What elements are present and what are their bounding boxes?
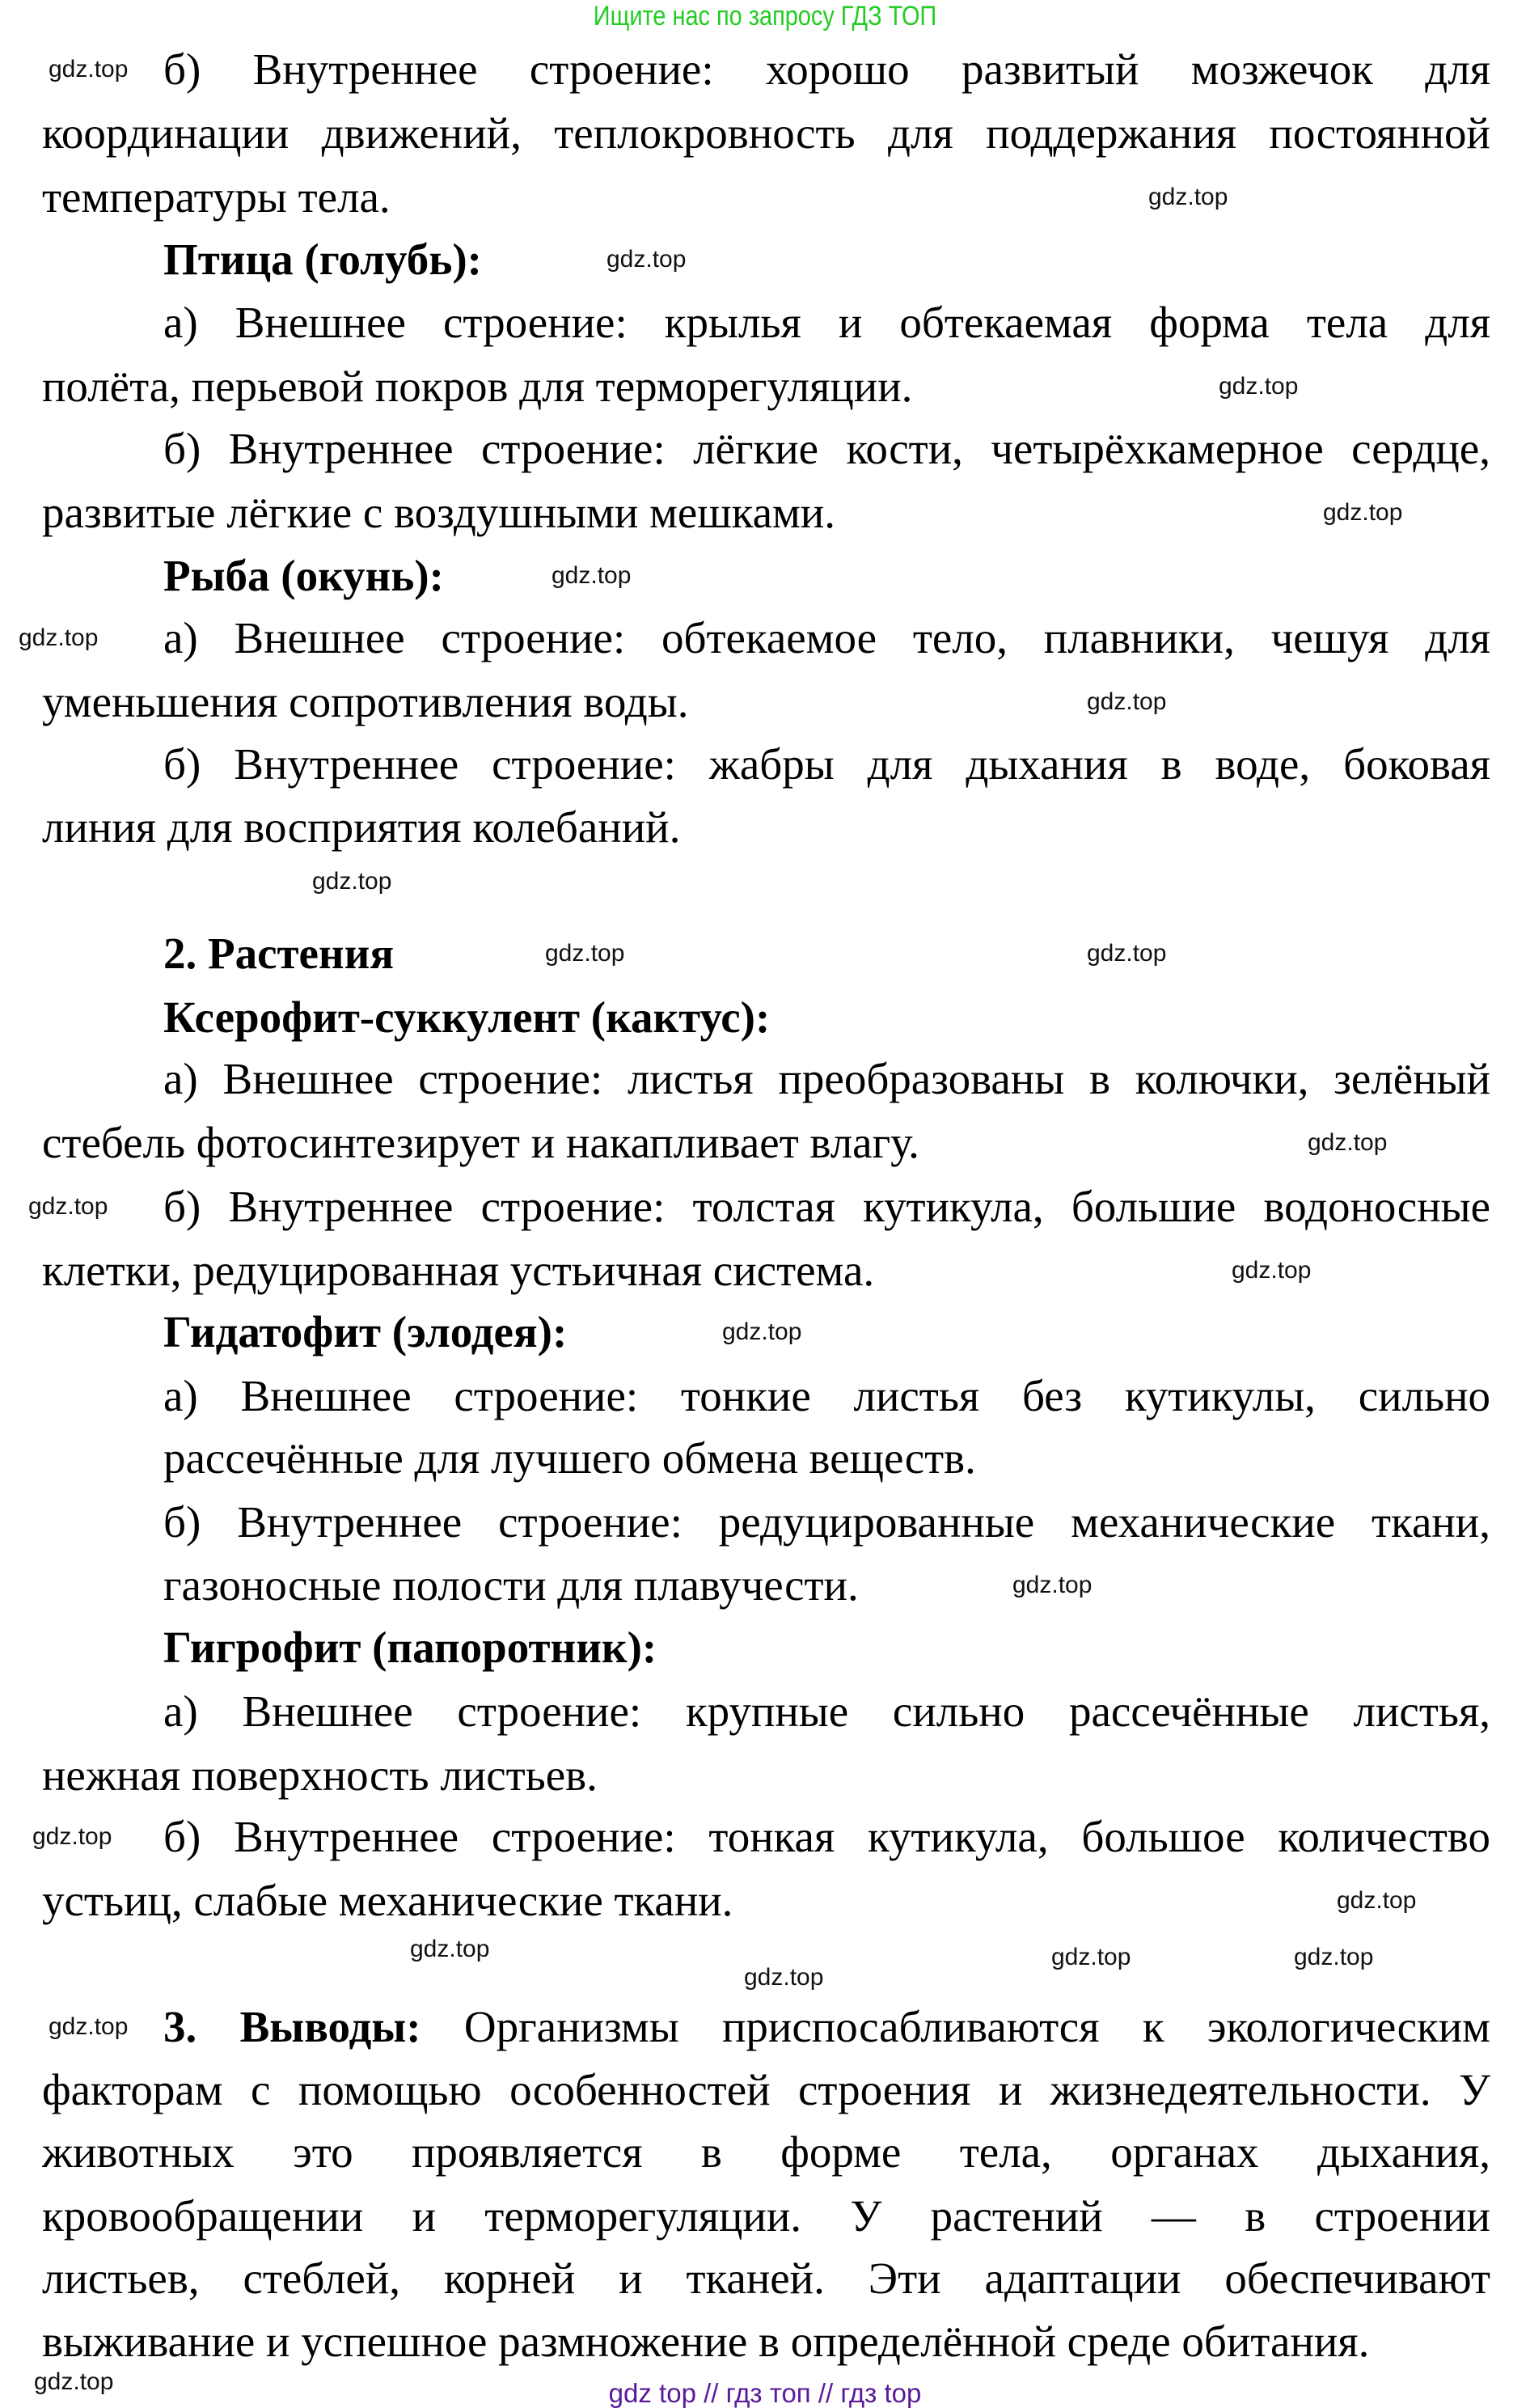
watermark: gdz.top	[49, 56, 129, 83]
line-text: Организмы приспосабливаются к экологическим	[421, 2002, 1490, 2051]
watermark: gdz.top	[410, 1936, 490, 1962]
watermark: gdz.top	[722, 1318, 802, 1345]
text-line	[42, 1246, 874, 1295]
watermark: gdz.top	[1087, 688, 1167, 715]
line-text: координации движений, теплокровность для поддержания постоянной	[42, 109, 1490, 159]
footer-links[interactable]: gdz top // гдз топ // гдз top	[608, 2378, 922, 2408]
watermark: gdz.top	[1219, 373, 1299, 400]
line-text: б) Внутреннее строение: тонкая кутикула, большое количество	[163, 1813, 1490, 1862]
line-text: полёта, перьевой покров для терморегуляции.	[42, 362, 913, 412]
line-text: кровообращении и терморегуляции. У растений — в строении	[42, 2191, 1490, 2241]
line-text: факторам с помощью особенностей строения и жизнедеятельности. У	[42, 2066, 1490, 2115]
text-line	[163, 2003, 1490, 2051]
line-text: устьиц, слабые механические ткани.	[42, 1876, 733, 1926]
watermark: gdz.top	[32, 1823, 112, 1850]
line-text: а) Внешнее строение: обтекаемое тело, плавники, чешуя для	[163, 614, 1490, 663]
text-line	[163, 1687, 1490, 1736]
text-line	[42, 803, 680, 852]
text-line	[163, 1813, 1490, 1861]
line-text: б) Внутреннее строение: жабры для дыхания в воде, боковая	[163, 739, 1490, 789]
line-text: а) Внешнее строение: листья преобразованы в колючки, зелёный	[163, 1055, 1490, 1104]
line-text: нежная поверхность листьев.	[42, 1750, 598, 1800]
text-line	[42, 1119, 919, 1167]
watermark: gdz.top	[49, 2013, 129, 2040]
line-text: а) Внешнее строение: крылья и обтекаемая форма тела для	[163, 298, 1490, 348]
text-line	[42, 489, 835, 537]
watermark: gdz.top	[552, 562, 632, 589]
bold-label: Гигрофит (папоротник):	[163, 1623, 657, 1673]
text-line	[163, 45, 1490, 94]
watermark: gdz.top	[607, 246, 687, 273]
section-heading	[163, 552, 444, 600]
watermark: gdz.top	[1337, 1887, 1417, 1914]
text-line	[42, 362, 912, 411]
line-text: б) Внутреннее строение: толстая кутикула, большие водоносные	[163, 1182, 1490, 1231]
section-heading	[163, 1623, 657, 1672]
text-line	[163, 614, 1490, 662]
watermark: gdz.top	[1294, 1944, 1374, 1970]
watermark: gdz.top	[312, 868, 392, 895]
text-line	[163, 1372, 1490, 1420]
bold-label: Ксерофит-суккулент (кактус):	[163, 992, 771, 1042]
watermark: gdz.top	[1308, 1129, 1388, 1156]
watermark: gdz.top	[1323, 499, 1403, 526]
text-line	[163, 1183, 1490, 1231]
watermark: gdz.top	[1087, 940, 1167, 967]
text-line	[42, 1751, 598, 1800]
text-line	[163, 298, 1490, 347]
bold-label: Гидатофит (элодея):	[163, 1307, 568, 1357]
line-text: б) Внутреннее строение: лёгкие кости, четырёхкамерное сердце,	[163, 424, 1490, 473]
line-text: стебель фотосинтезирует и накапливает влагу.	[42, 1118, 919, 1168]
text-line	[163, 1561, 859, 1610]
text-line	[42, 2254, 1490, 2303]
line-text: листьев, стеблей, корней и тканей. Эти адаптации обеспечивают	[42, 2254, 1490, 2303]
watermark: gdz.top	[744, 1964, 824, 1991]
watermark: gdz.top	[1148, 184, 1228, 210]
line-text: животных это проявляется в форме тела, органах дыхания,	[42, 2128, 1490, 2177]
section-heading	[163, 993, 770, 1042]
bold-label: Птица (голубь):	[163, 234, 482, 284]
header-banner: Ищите нас по запросу ГДЗ ТОП	[593, 1, 937, 32]
watermark: gdz.top	[545, 940, 625, 967]
watermark: gdz.top	[34, 2368, 114, 2395]
line-text: а) Внешнее строение: тонкие листья без кутикулы, сильно	[163, 1372, 1490, 1421]
section-heading	[163, 235, 482, 284]
line-text: линия для восприятия колебаний.	[42, 802, 681, 853]
text-line	[163, 740, 1490, 789]
line-text: уменьшения сопротивления воды.	[42, 676, 689, 726]
text-line	[163, 1498, 1490, 1547]
line-text: газоносные полости для плавучести.	[163, 1560, 859, 1610]
line-text: б) Внутреннее строение: редуцированные механические ткани,	[163, 1497, 1490, 1547]
watermark: gdz.top	[1051, 1944, 1131, 1970]
bold-label: 2. Растения	[163, 928, 395, 978]
watermark: gdz.top	[1232, 1257, 1312, 1284]
text-line	[42, 678, 689, 726]
bold-label: 3. Выводы:	[163, 2002, 421, 2051]
text-line	[163, 1055, 1490, 1103]
watermark: gdz.top	[28, 1193, 108, 1220]
text-line	[42, 2066, 1490, 2114]
text-line	[163, 425, 1490, 473]
text-line	[42, 109, 1490, 158]
text-line	[42, 173, 391, 222]
line-text: клетки, редуцированная устьичная система.	[42, 1245, 875, 1295]
text-line	[42, 1877, 733, 1925]
watermark: gdz.top	[1012, 1572, 1093, 1598]
text-line	[42, 2317, 1369, 2366]
bold-label: Рыба (окунь):	[163, 551, 444, 601]
line-text: температуры тела.	[42, 171, 391, 222]
text-line	[163, 1434, 976, 1483]
line-text: рассечённые для лучшего обмена веществ.	[163, 1433, 976, 1483]
section-heading	[163, 929, 394, 978]
watermark: gdz.top	[19, 624, 99, 651]
line-text: развитые лёгкие с воздушными мешками.	[42, 487, 835, 537]
section-heading	[163, 1308, 567, 1356]
line-text: а) Внешнее строение: крупные сильно рассечённые листья,	[163, 1686, 1490, 1736]
line-text: выживание и успешное размножение в определённой среде обитания.	[42, 2317, 1370, 2367]
text-line	[42, 2192, 1490, 2241]
text-line	[42, 2128, 1490, 2177]
line-text: б) Внутреннее строение: хорошо развитый мозжечок для	[163, 45, 1490, 95]
